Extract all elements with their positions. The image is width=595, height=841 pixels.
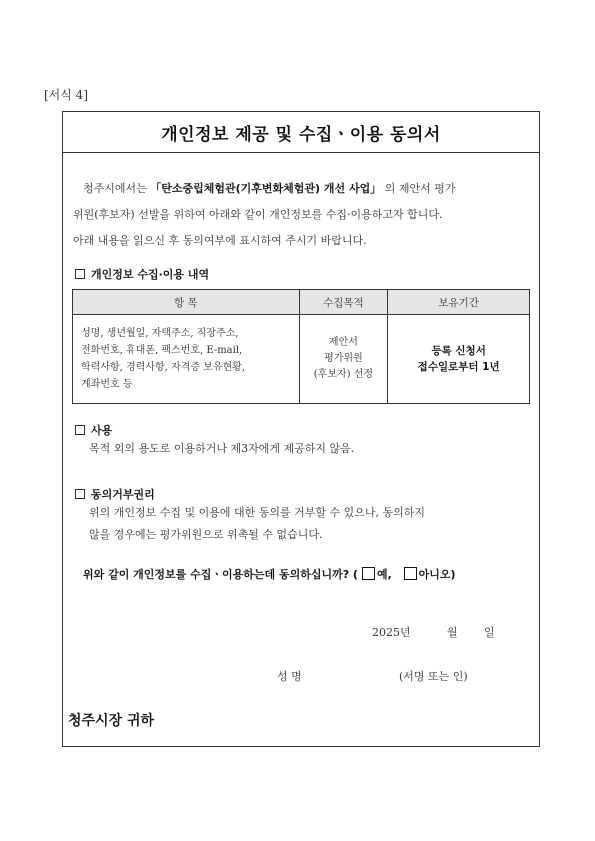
section-refusal-heading: 동의거부권리 <box>75 486 155 502</box>
date-month: 월 <box>447 626 458 639</box>
purpose-line: (후보자) 선정 <box>313 369 374 380</box>
items-line: 성명, 생년월일, 자택주소, 직장주소, <box>81 328 239 339</box>
section-checkbox-icon <box>75 269 85 279</box>
intro-prefix: 청주시에서는 <box>83 182 151 195</box>
page-title: 개인정보 제공 및 수집ㆍ이용 동의서 <box>161 124 441 145</box>
date-day: 일 <box>484 626 495 639</box>
project-name: 「탄소중립체험관(기후변화체험관) 개선 사업」 <box>150 182 382 195</box>
usage-body: 목적 외의 용도로 이용하거나 제3자에게 제공하지 않음. <box>89 442 355 455</box>
consent-no-label: 아니오) <box>418 568 456 581</box>
period-line: 접수일로부터 1년 <box>417 361 500 373</box>
items-line: 전화번호, 휴대폰, 팩스번호, E-mail, <box>81 345 243 356</box>
items-line: 계좌번호 등 <box>81 379 133 390</box>
purpose-line: 평가위원 <box>324 353 363 364</box>
title-box <box>63 112 539 153</box>
intro-line-2: 위원(후보자) 선발을 위하여 아래와 같이 개인정보를 수집·이용하고자 합니다. <box>73 208 443 221</box>
header-purpose: 수집목적 <box>299 290 388 315</box>
section-usage-heading: 사용 <box>75 422 112 438</box>
refusal-line-1: 위의 개인정보 수집 및 이용에 대한 동의를 거부할 수 있으나, 동의하지 <box>89 506 425 519</box>
signature-label: (서명 또는 인) <box>399 670 468 683</box>
table-row <box>73 315 530 404</box>
consent-question <box>83 566 456 582</box>
items-cell <box>73 315 300 404</box>
consent-yes-checkbox[interactable] <box>362 567 375 580</box>
purpose-line: 제안서 <box>328 337 358 348</box>
period-line: 등록 신청서 <box>431 345 486 357</box>
table-header-row <box>73 290 530 315</box>
form-number-label: [서식 4] <box>44 88 88 102</box>
period-cell <box>388 315 530 404</box>
date-year: 2025년 <box>372 626 411 639</box>
section-collection-heading: 개인정보 수집·이용 내역 <box>75 266 209 282</box>
refusal-body <box>89 502 534 546</box>
collection-table <box>72 289 530 404</box>
name-label: 성 명 <box>277 670 302 683</box>
section-checkbox-icon <box>75 425 85 435</box>
header-items: 항 목 <box>73 290 300 315</box>
purpose-cell <box>299 315 388 404</box>
intro-line-3: 아래 내용을 읽으신 후 동의여부에 표시하여 주시기 바랍니다. <box>73 234 367 247</box>
consent-question-text: 위와 같이 개인정보를 수집ㆍ이용하는데 동의하십니까? ( <box>83 568 358 581</box>
refusal-line-2: 않을 경우에는 평가위원으로 위촉될 수 없습니다. <box>89 528 323 541</box>
intro-line-1 <box>73 176 533 202</box>
addressee: 청주시장 귀하 <box>68 713 155 729</box>
header-period: 보유기간 <box>388 290 530 315</box>
consent-form-frame <box>62 111 540 747</box>
items-line: 학력사항, 경력사항, 자격증 보유현황, <box>81 362 245 373</box>
section-checkbox-icon <box>75 489 85 499</box>
consent-yes-label: 예, <box>376 568 392 581</box>
intro-suffix: 의 제안서 평가 <box>384 182 456 195</box>
intro-paragraph <box>73 176 533 254</box>
consent-no-checkbox[interactable] <box>404 567 417 580</box>
